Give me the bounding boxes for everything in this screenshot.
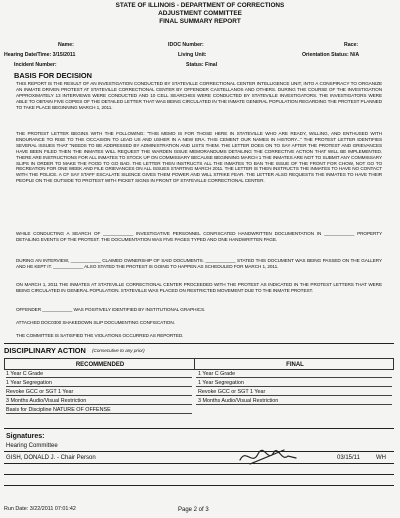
basis-paragraph-4: DURING AN INTERVIEW, ____________ CLAIMED OWNERSHIP OF SAID DOCUMENTS. ____________ STATED THIS DOCUMENT WAS BEING PASSED ON THE GALLERY AND HE KEPT IT. ____________ ALSO STATED THE PROTEST IS GOING TO HAPPEN AS SCHEDULED FOR MARCH 1, 2011. [16, 258, 382, 269]
basis-paragraph-3: WHILE CONDUCTING A SEARCH OF ____________ INVESTIGATIVE PERSONNEL CONFISCATED HANDWRITTEN DOCUMENTATION IN ____________ PROPERTY DETAILING EVENTS OF THE PROTEST. THE DOCUMENTATION WAS FIVE PAGES TYPED AND ONE HANDWRITTEN PAGE. [16, 231, 382, 242]
basis-paragraph-7: ATTACHED DOC0300 SHAKEDOWN SLIP DOCUMENTING CONFISCATION. [16, 320, 175, 325]
final-item: 1 Year Segregation [198, 380, 244, 386]
committee-title: ADJUSTMENT COMMITTEE [158, 10, 242, 17]
name-label: Name: [58, 42, 74, 48]
report-title: FINAL SUMMARY REPORT [159, 18, 241, 25]
hearing-committee-label: Hearing Committee [6, 443, 58, 449]
living-unit-label: Living Unit: [178, 52, 207, 58]
basis-paragraph-5: ON MARCH 1, 2011 THE INMATES AT STATEVILLE CORRECTIONAL CENTER PROCEEDED WITH THE PROTEST AS INDICATED IN THE PROTEST LETTERS THAT WERE BEING CIRCULATED IN GENERAL POPULATION. STATEVILLE WAS PLACED ON RESTRICTED MOVEMENT DUE TO THE INMATE PROTEST. [16, 282, 382, 293]
signature-date: 03/15/11 [337, 455, 360, 461]
recommended-item: 1 Year Segregation [6, 380, 52, 386]
basis-paragraph-8: THE COMMITTEE IS SATISFIED THE VIOLATIONS OCCURRED AS REPORTED. [16, 333, 184, 338]
recommended-item: Revoke GCC or SGT 1 Year [6, 389, 74, 395]
run-date: Run Date: 3/22/2011 07:01:42 [4, 506, 76, 512]
basis-paragraph-6: OFFENDER ____________ WAS POSITIVELY IDENTIFIED BY INSTITUTIONAL GRAPHICS. [16, 307, 206, 312]
incident-number-label: Incident Number: [14, 62, 57, 68]
hearing-date-label: Hearing Date/Time: 3/15/2011 [4, 52, 76, 58]
recommended-item: Basis for Discipline NATURE OF OFFENSE [6, 407, 111, 413]
disciplinary-heading: DISCIPLINARY ACTION [4, 346, 86, 355]
page-number: Page 2 of 3 [178, 507, 209, 513]
signature-scribble [236, 444, 308, 470]
status-label: Status: Final [186, 62, 218, 68]
basis-paragraph-2: THE PROTEST LETTER BEGINS WITH THE FOLLOWING: "THIS MEMO IS FOR THOSE HERE IN STATEVILLE WHO ARE READY, WILLING, AND ENTHUSED WITH ENDURANCE TO RISE TO THE OCCASION TO LEAD US AND USHER IN A NEW ERA. THIS CEMENT OUR NAMES IN HISTORY..." THE PROTEST LETTER IDENTIFIES SEVERAL ISSUES THAT "NEEDS TO BE ADDRESSED BY ADMINISTRATION AND LISTS THEM. THE LETTER DOES ON TO SAY AFTER THE PROTEST AND GRIEVANCES HAVE BEEN FILED THEN THE INMATES WILL REQUEST THE WARDEN ISSUE MEMORANDUMS DETAILING THE CORRECTIVE ACTION THAT WILL BE IMPLEMENTED. THERE ARE INSTRUCTIONS FOR ALL INMATES TO STOCK UP ON COMMISSARY BECAUSE BEGINNING MARCH 1 THE INMATES ARE NOT TO SUBMIT ANY COMMISSARY SLIPS IN ORDER TO MAKE THE FOOD TO GO BAD. THE LETTER THEN INSTRUCTS ALL THE INMATES TO BAN THE ISSUE OF THE FRONT FOR CHOW, NOT GO TO RECREATION FOR ONE WEEK AND FILE GRIEVANCES ON ALL ISSUES STARTING MARCH 2011. THE LETTER IS THEN INSTRUCTS THE INMATES TO HAVE NO CONTACT WITH THE POLICE. A CF SAY STAFF ESCALATE SILENCE GIVES THEM POWER AND WILL STRIKE FEAR. THE LETTER ALSO REQUESTS THE INMATES TO HAVE THEIR PEOPLE ON THE OUTSIDE TO PROTEST WITH PICKET SIGNS IN FRONT OF STATEVILLE CORRECTIONAL CENTER. [16, 131, 382, 184]
basis-heading: BASIS FOR DECISION [14, 71, 93, 80]
recommended-item: 1 Year C Grade [6, 371, 44, 377]
section-divider [4, 343, 394, 344]
orientation-status-label: Orientation Status: N/A [302, 52, 360, 58]
basis-paragraph-1: THIS REPORT IS THE RESULT OF AN INVESTIGATION CONDUCTED BY STATEVILLE CORRECTIONAL CENTER INTELLIGENCE UNIT, INTO A CONSPIRACY TO ORGANIZE AN INMATE DRIVEN PROTEST AT STATEVILLE CORRECTIONAL CENTER BY OFFENDER CASTELLANOS AND OTHERS. DURING THE COURSE OF THE INVESTIGATION APPROXIMATELY 13 INTERVIEWS WERE CONDUCTED AND 10 CELL SEARCHES WERE CONDUCTED BY STATEVILLE INVESTIGATORS. THE INVESTIGATORS WERE ABLE TO OBTAIN FIVE COPIES OF THE DETAILED LETTER THAT WAS BEING CIRCULATED IN THE INMATE GENERAL POPULATION REGARDING THE PROTEST PLANNED TO TAKE PLACE BEGINNING MARCH 1, 2011. [16, 81, 382, 110]
disciplinary-note: (Consecutive to any prior) [92, 348, 145, 353]
final-item: 1 Year C Grade [198, 371, 236, 377]
signature-race: WH [376, 455, 386, 461]
final-column-header: FINAL [194, 358, 394, 370]
signatures-heading: Signatures: [6, 433, 45, 440]
chair-person-name: GISH, DONALD J. - Chair Person [6, 455, 96, 461]
idoc-number-label: IDOC Number: [168, 42, 204, 48]
race-label: Race: [344, 42, 359, 48]
recommended-item: 3 Months Audio/Visual Restriction [6, 398, 87, 404]
signatures-divider [4, 428, 394, 429]
final-item: 3 Months Audio/Visual Restriction [198, 398, 279, 404]
recommended-column-header: RECOMMENDED [4, 358, 194, 370]
agency-title: STATE OF ILLINOIS - DEPARTMENT OF CORRECTIONS [115, 2, 285, 9]
final-item: Revoke GCC or SGT 1 Year [198, 389, 266, 395]
